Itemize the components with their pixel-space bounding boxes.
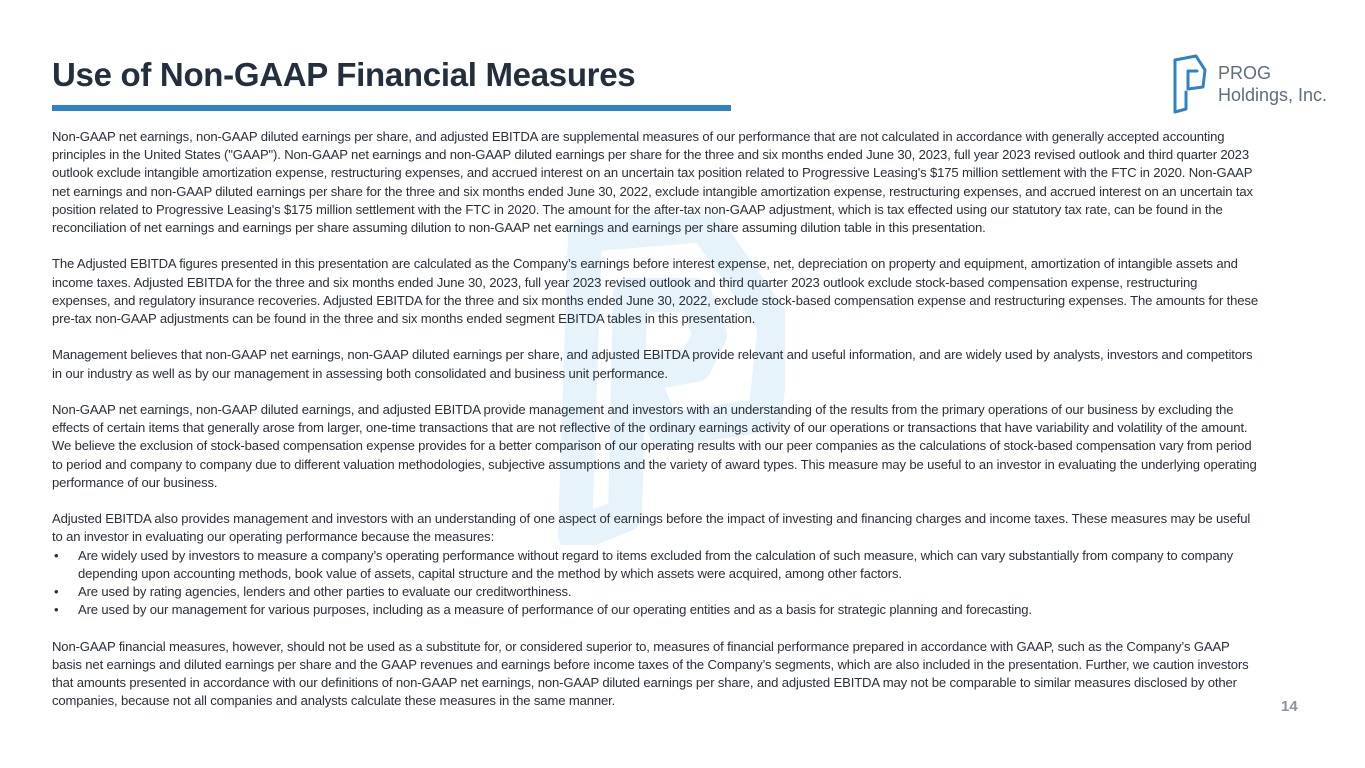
paragraph-adjusted-ebitda-definition: The Adjusted EBITDA figures presented in this presentation are calculated as the Company’s earnings before interest expense, net, depreciation on property and equipment, amortization of intangible assets and income taxes. Adjusted EBITDA for the three and six months ended June 30, 2023, full year 2023 revised outlook and third quarter 2023 outlook exclude stock-based compensation expense, restructuring expenses, and regulatory insurance recoveries. Adjusted EBITDA for the three and six months ended June 30, 2022, exclude stock-based compensation expense and restructuring expenses. The amounts for these pre-tax non-GAAP adjustments can be found in the three and six months ended segment EBITDA tables in this presentation. <box>52 256 1258 327</box>
paragraph-closing-caution: Non-GAAP financial measures, however, should not be used as a substitute for, or considered superior to, measures of financial performance prepared in accordance with GAAP, such as the Company’s GAAP basis net earnings and diluted earnings per share and the GAAP revenues and earnings before income taxes of the Company’s segments, which are also included in the presentation. Further, we caution investors that amounts presented in accordance with our definitions of non-GAAP net earnings, non-GAAP diluted earnings per share, and adjusted EBITDA may not be comparable to similar measures disclosed by other companies, because not all companies and analysts calculate these measures in the same manner. <box>52 638 1249 709</box>
paragraph-non-gaap-definition: Non-GAAP net earnings, non-GAAP diluted earnings per share, and adjusted EBITDA are supplemental measures of our performance that are not calculated in accordance with generally accepted accounting principles in the United States ("GAAP"). Non-GAAP net earnings and non-GAAP diluted earnings per share for the three and six months ended June 30, 2023, full year 2023 revised outlook and third quarter 2023 outlook exclude intangible amortization expense, restructuring expenses, and accrued interest on an uncertain tax position related to Progressive Leasing's $175 million settlement with the FTC in 2020. Non-GAAP net earnings and non-GAAP diluted earnings per share for the three and six months ended June 30, 2022, exclude intangible amortization expense, restructuring expenses, and accrued interest on an uncertain tax position related to Progressive Leasing's $175 million settlement with the FTC in 2020. The amount for the after-tax non-GAAP adjustment, which is tax effected using our statutory tax rate, can be found in the reconciliation of net earnings and earnings per share assuming dilution to non-GAAP net earnings and earnings per share assuming dilution table in this presentation. <box>52 129 1253 236</box>
bullet-icon: • <box>54 584 59 600</box>
logo-wordmark <box>1218 62 1327 106</box>
paragraph-management-belief: Management believes that non-GAAP net earnings, non-GAAP diluted earnings per share, and adjusted EBITDA provide relevant and useful information, and are widely used by analysts, investors and competitors in our industry as well as by our management in assessing both consolidated and business unit performance. <box>52 347 1253 381</box>
title-underline <box>52 105 731 111</box>
list-item-text: Are used by rating agencies, lenders and other parties to evaluate our creditworthiness. <box>78 584 572 600</box>
logo-line-2: Holdings, Inc. <box>1218 85 1328 105</box>
list-item <box>52 547 1258 583</box>
list-item <box>52 583 1258 601</box>
list-item-text: Are used by our management for various purposes, including as a measure of performance of our operating entities and as a basis for strategic planning and forecasting. <box>78 602 1032 618</box>
body-text <box>52 128 1258 710</box>
list-item <box>52 601 1258 619</box>
paragraph-understanding-results: Non-GAAP net earnings, non-GAAP diluted earnings, and adjusted EBITDA provide management and investors with an understanding of the results from the primary operations of our business by excluding the effects of certain items that generally arose from larger, one-time transactions that are not reflective of the ordinary earnings activity of our operations or transactions that have variability and volatility of the amount. We believe the exclusion of stock-based compensation expense provides for a better comparison of our operating results with our peer companies as the calculations of stock-based compensation vary from period to period and company to company due to different valuation methodologies, subjective assumptions and the variety of award types. This measure may be useful to an investor in evaluating the underlying operating performance of our business. <box>52 402 1257 490</box>
bullet-icon: • <box>54 602 59 618</box>
page-number: 14 <box>1281 698 1298 715</box>
page-title: Use of Non-GAAP Financial Measures <box>52 56 636 93</box>
list-item-text: Are widely used by investors to measure a company’s operating performance without regard to items excluded from the calculation of such measure, which can vary substantially from company to company depending upon accounting methods, book value of assets, capital structure and the method by which assets were acquired, among other factors. <box>78 547 1234 581</box>
logo-line-1: PROG <box>1218 63 1272 83</box>
paragraph-ebitda-usefulness: Adjusted EBITDA also provides management and investors with an understanding of one aspect of earnings before the impact of investing and financing charges and income taxes. These measures may be useful to an investor in evaluating our operating performance because the measures: <box>52 511 1251 545</box>
bullet-icon: • <box>54 547 59 563</box>
bullet-list <box>52 547 1258 620</box>
prog-logo-mark-icon <box>1172 54 1208 116</box>
company-logo <box>1172 54 1357 118</box>
